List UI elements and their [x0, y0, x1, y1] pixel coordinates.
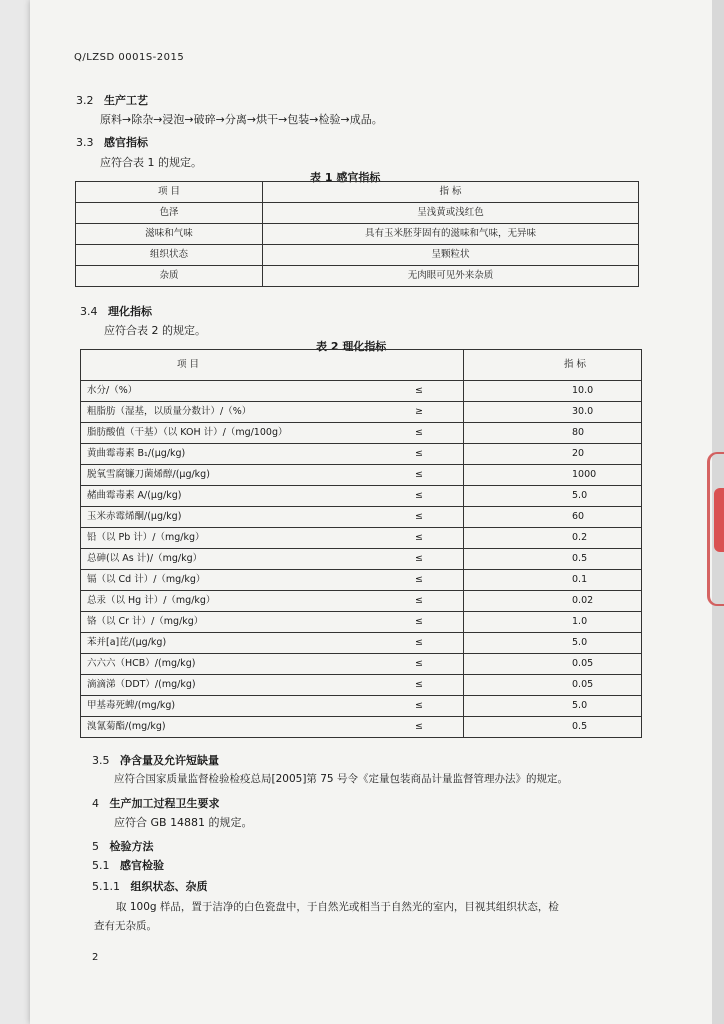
table-cell-item: 粗脂肪（湿基，以质量分数计）/（%） [81, 402, 376, 423]
table-row [81, 612, 642, 633]
table-cell-value: 1000 [464, 465, 642, 486]
table-cell-value: 0.1 [464, 570, 642, 591]
section-5-1-1-heading: 5.1.1 组织状态、杂质 [92, 880, 208, 893]
table-cell-symbol: ≤ [375, 633, 464, 654]
table-cell-value: 0.2 [464, 528, 642, 549]
table-cell-spec: 呈颗粒状 [263, 245, 639, 266]
table-cell-value: 80 [464, 423, 642, 444]
table-cell-symbol: ≥ [375, 402, 464, 423]
table-cell-value: 0.05 [464, 675, 642, 696]
table-row [81, 381, 642, 402]
table-cell-item: 色泽 [76, 203, 263, 224]
table-cell-item: 脂肪酸值（干基）（以 KOH 计）/（mg/100g） [81, 423, 376, 444]
table-cell-symbol: ≤ [375, 654, 464, 675]
table-cell-item: 六六六（HCB）/(mg/kg) [81, 654, 376, 675]
table-cell-symbol: ≤ [375, 549, 464, 570]
table-row [81, 507, 642, 528]
table-row [81, 591, 642, 612]
table-cell-item: 滋味和气味 [76, 224, 263, 245]
section-5-1-heading: 5.1 感官检验 [92, 859, 164, 872]
table-row [81, 633, 642, 654]
table-cell-item: 水分/（%） [81, 381, 376, 402]
table-row [81, 402, 642, 423]
table-row [76, 224, 639, 245]
table-cell-symbol: ≤ [375, 486, 464, 507]
table-cell-value: 5.0 [464, 696, 642, 717]
table-cell-item: 脱氧雪腐镰刀菌烯醇/(μg/kg) [81, 465, 376, 486]
table-cell-item: 黄曲霉毒素 B₁/(μg/kg) [81, 444, 376, 465]
section-3-2-heading: 3.2 生产工艺 [76, 94, 148, 107]
table-row [81, 675, 642, 696]
table1-sensory [75, 181, 639, 287]
table-row [81, 486, 642, 507]
table-cell-value: 60 [464, 507, 642, 528]
table-cell-symbol: ≤ [375, 381, 464, 402]
table-cell-value: 5.0 [464, 486, 642, 507]
table-cell-item: 溴氰菊酯/(mg/kg) [81, 717, 376, 738]
table-cell-symbol: ≤ [375, 696, 464, 717]
table-row [81, 465, 642, 486]
table-cell-symbol: ≤ [375, 675, 464, 696]
table-cell-item: 赭曲霉毒素 A/(μg/kg) [81, 486, 376, 507]
section-3-4-text: 应符合表 2 的规定。 [104, 324, 206, 337]
table-header-cell: 指 标 [464, 350, 642, 381]
table-row [76, 203, 639, 224]
table1-caption: 表 1 感官指标 [310, 171, 381, 184]
table-cell-value: 0.05 [464, 654, 642, 675]
table-row [81, 717, 642, 738]
table-cell-item: 杂质 [76, 266, 263, 287]
table-cell-value: 0.02 [464, 591, 642, 612]
table-row [81, 528, 642, 549]
table-cell-value: 5.0 [464, 633, 642, 654]
section-3-3-text: 应符合表 1 的规定。 [100, 156, 202, 169]
page-number: 2 [92, 952, 99, 963]
table-cell-item: 总砷(以 As 计)/（mg/kg） [81, 549, 376, 570]
table-row [81, 423, 642, 444]
table-header-spacer [375, 350, 464, 381]
table-row [81, 696, 642, 717]
table-cell-item: 苯并[a]芘/(μg/kg) [81, 633, 376, 654]
section-3-2-text: 原料→除杂→浸泡→破碎→分离→烘干→包装→检验→成品。 [100, 113, 383, 126]
section-3-5-text: 应符合国家质量监督检验检疫总局[2005]第 75 号令《定量包装商品计量监督管理办法》的规定。 [114, 773, 568, 785]
table-cell-item: 玉米赤霉烯酮/(μg/kg) [81, 507, 376, 528]
table-cell-item: 组织状态 [76, 245, 263, 266]
section-5-1-1-text-line1: 取 100g 样品，置于洁净的白色瓷盘中，于自然光或相当于自然光的室内，目视其组织状态，检 [116, 901, 559, 913]
document-number: Q/LZSD 0001S-2015 [74, 52, 185, 63]
table-cell-symbol: ≤ [375, 528, 464, 549]
table-cell-item: 镉（以 Cd 计）/（mg/kg） [81, 570, 376, 591]
table-cell-symbol: ≤ [375, 423, 464, 444]
table-row [81, 444, 642, 465]
table-cell-value: 0.5 [464, 717, 642, 738]
table-cell-spec: 具有玉米胚芽固有的滋味和气味，无异味 [263, 224, 639, 245]
table-cell-symbol: ≤ [375, 570, 464, 591]
section-5-1-1-text-line2: 查有无杂质。 [94, 920, 157, 932]
section-4-text: 应符合 GB 14881 的规定。 [114, 816, 253, 829]
table-header-row [76, 182, 639, 203]
table-cell-spec: 无肉眼可见外来杂质 [263, 266, 639, 287]
section-5-heading: 5 检验方法 [92, 840, 154, 853]
table-cell-symbol: ≤ [375, 507, 464, 528]
table2-physicochemical [80, 349, 642, 738]
table-header-row [81, 350, 642, 381]
table-cell-value: 30.0 [464, 402, 642, 423]
red-seal-mark [714, 488, 724, 552]
table-cell-spec: 呈浅黄或浅红色 [263, 203, 639, 224]
table-row [81, 549, 642, 570]
table-cell-value: 20 [464, 444, 642, 465]
section-3-3-heading: 3.3 感官指标 [76, 136, 148, 149]
section-4-heading: 4 生产加工过程卫生要求 [92, 797, 220, 810]
table-cell-item: 铅（以 Pb 计）/（mg/kg） [81, 528, 376, 549]
table-header-cell: 指 标 [263, 182, 639, 203]
table-header-cell: 项 目 [81, 350, 376, 381]
table-cell-item: 总汞（以 Hg 计）/（mg/kg） [81, 591, 376, 612]
table-cell-symbol: ≤ [375, 465, 464, 486]
table-cell-symbol: ≤ [375, 444, 464, 465]
table-row [81, 570, 642, 591]
table-cell-item: 甲基毒死蜱/(mg/kg) [81, 696, 376, 717]
table-cell-value: 1.0 [464, 612, 642, 633]
section-3-5-heading: 3.5 净含量及允许短缺量 [92, 754, 219, 767]
table2-caption: 表 2 理化指标 [316, 340, 387, 353]
table-row [76, 245, 639, 266]
table-cell-value: 0.5 [464, 549, 642, 570]
table-header-cell: 项 目 [76, 182, 263, 203]
table-cell-symbol: ≤ [375, 591, 464, 612]
section-3-4-heading: 3.4 理化指标 [80, 305, 152, 318]
table-cell-value: 10.0 [464, 381, 642, 402]
table-cell-item: 滴滴涕（DDT）/(mg/kg) [81, 675, 376, 696]
table-cell-symbol: ≤ [375, 717, 464, 738]
table-cell-item: 铬（以 Cr 计）/（mg/kg） [81, 612, 376, 633]
table-cell-symbol: ≤ [375, 612, 464, 633]
table-row [81, 654, 642, 675]
table-row [76, 266, 639, 287]
